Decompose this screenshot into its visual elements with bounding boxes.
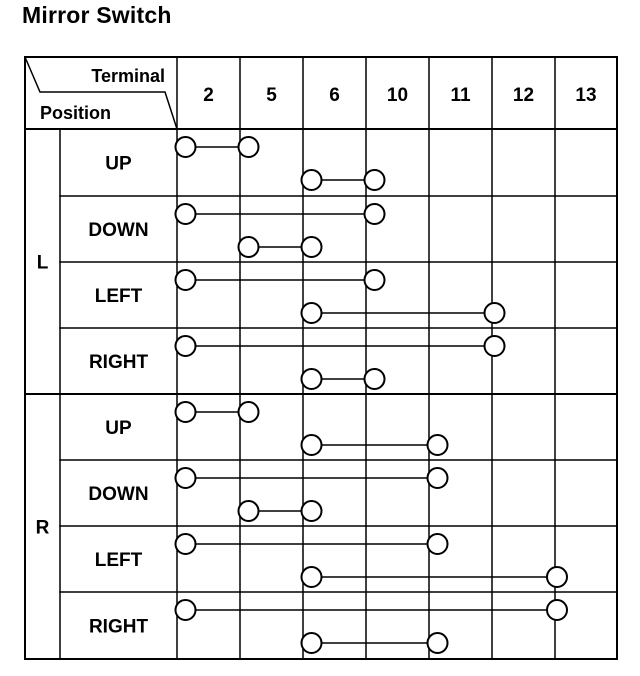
- terminal-node: [302, 435, 322, 455]
- terminal-node: [365, 369, 385, 389]
- position-label: LEFT: [94, 550, 143, 571]
- terminal-node: [428, 468, 448, 488]
- connection: [302, 303, 505, 323]
- position-label: UP: [105, 418, 132, 439]
- connection: [176, 137, 259, 157]
- terminal-number: 6: [329, 85, 340, 106]
- connection: [302, 369, 385, 389]
- side-label: L: [36, 252, 49, 274]
- terminal-number: 2: [203, 85, 214, 106]
- terminal-node: [176, 336, 196, 356]
- position-label: RIGHT: [88, 352, 149, 373]
- terminal-number: 5: [266, 85, 277, 106]
- terminal-node: [239, 501, 259, 521]
- connection: [176, 402, 259, 422]
- terminal-node: [176, 600, 196, 620]
- diagram-title: Mirror Switch: [22, 2, 172, 28]
- terminal-node: [547, 567, 567, 587]
- connection: [176, 270, 385, 290]
- connection: [176, 336, 505, 356]
- connection: [176, 534, 448, 554]
- terminal-node: [428, 534, 448, 554]
- terminal-node: [239, 237, 259, 257]
- position-label: LEFT: [94, 286, 143, 307]
- terminal-node: [176, 204, 196, 224]
- terminal-node: [302, 369, 322, 389]
- terminal-node: [176, 534, 196, 554]
- terminal-node: [302, 567, 322, 587]
- terminal-node: [176, 270, 196, 290]
- position-label: DOWN: [88, 484, 149, 505]
- terminal-number: 10: [386, 85, 409, 106]
- terminal-node: [176, 468, 196, 488]
- connection: [176, 204, 385, 224]
- position-label: DOWN: [88, 220, 149, 241]
- terminal-node: [365, 170, 385, 190]
- side-label: R: [35, 517, 50, 539]
- connection: [302, 435, 448, 455]
- terminal-node: [302, 303, 322, 323]
- connection: [302, 633, 448, 653]
- terminal-node: [547, 600, 567, 620]
- terminal-node: [302, 501, 322, 521]
- terminal-number: 13: [575, 85, 597, 106]
- terminal-node: [428, 633, 448, 653]
- terminal-node: [365, 204, 385, 224]
- connection: [302, 567, 568, 587]
- terminal-node: [302, 633, 322, 653]
- terminal-node: [302, 237, 322, 257]
- terminal-number: 11: [450, 85, 471, 106]
- terminal-node: [485, 303, 505, 323]
- position-label: RIGHT: [88, 616, 149, 638]
- terminal-node: [302, 170, 322, 190]
- terminal-node: [176, 137, 196, 157]
- terminal-node: [239, 402, 259, 422]
- connection: [302, 170, 385, 190]
- terminal-node: [365, 270, 385, 290]
- header-position-label: Position: [40, 103, 111, 123]
- terminal-number: 12: [512, 85, 535, 106]
- terminal-node: [428, 435, 448, 455]
- connection: [239, 237, 322, 257]
- connection: [176, 468, 448, 488]
- connection: [239, 501, 322, 521]
- position-label: UP: [105, 153, 132, 175]
- header-terminal-label: Terminal: [91, 66, 165, 86]
- terminal-node: [176, 402, 196, 422]
- connection: [176, 600, 568, 620]
- table-labels: [36, 66, 597, 638]
- terminal-node: [239, 137, 259, 157]
- terminal-node: [485, 336, 505, 356]
